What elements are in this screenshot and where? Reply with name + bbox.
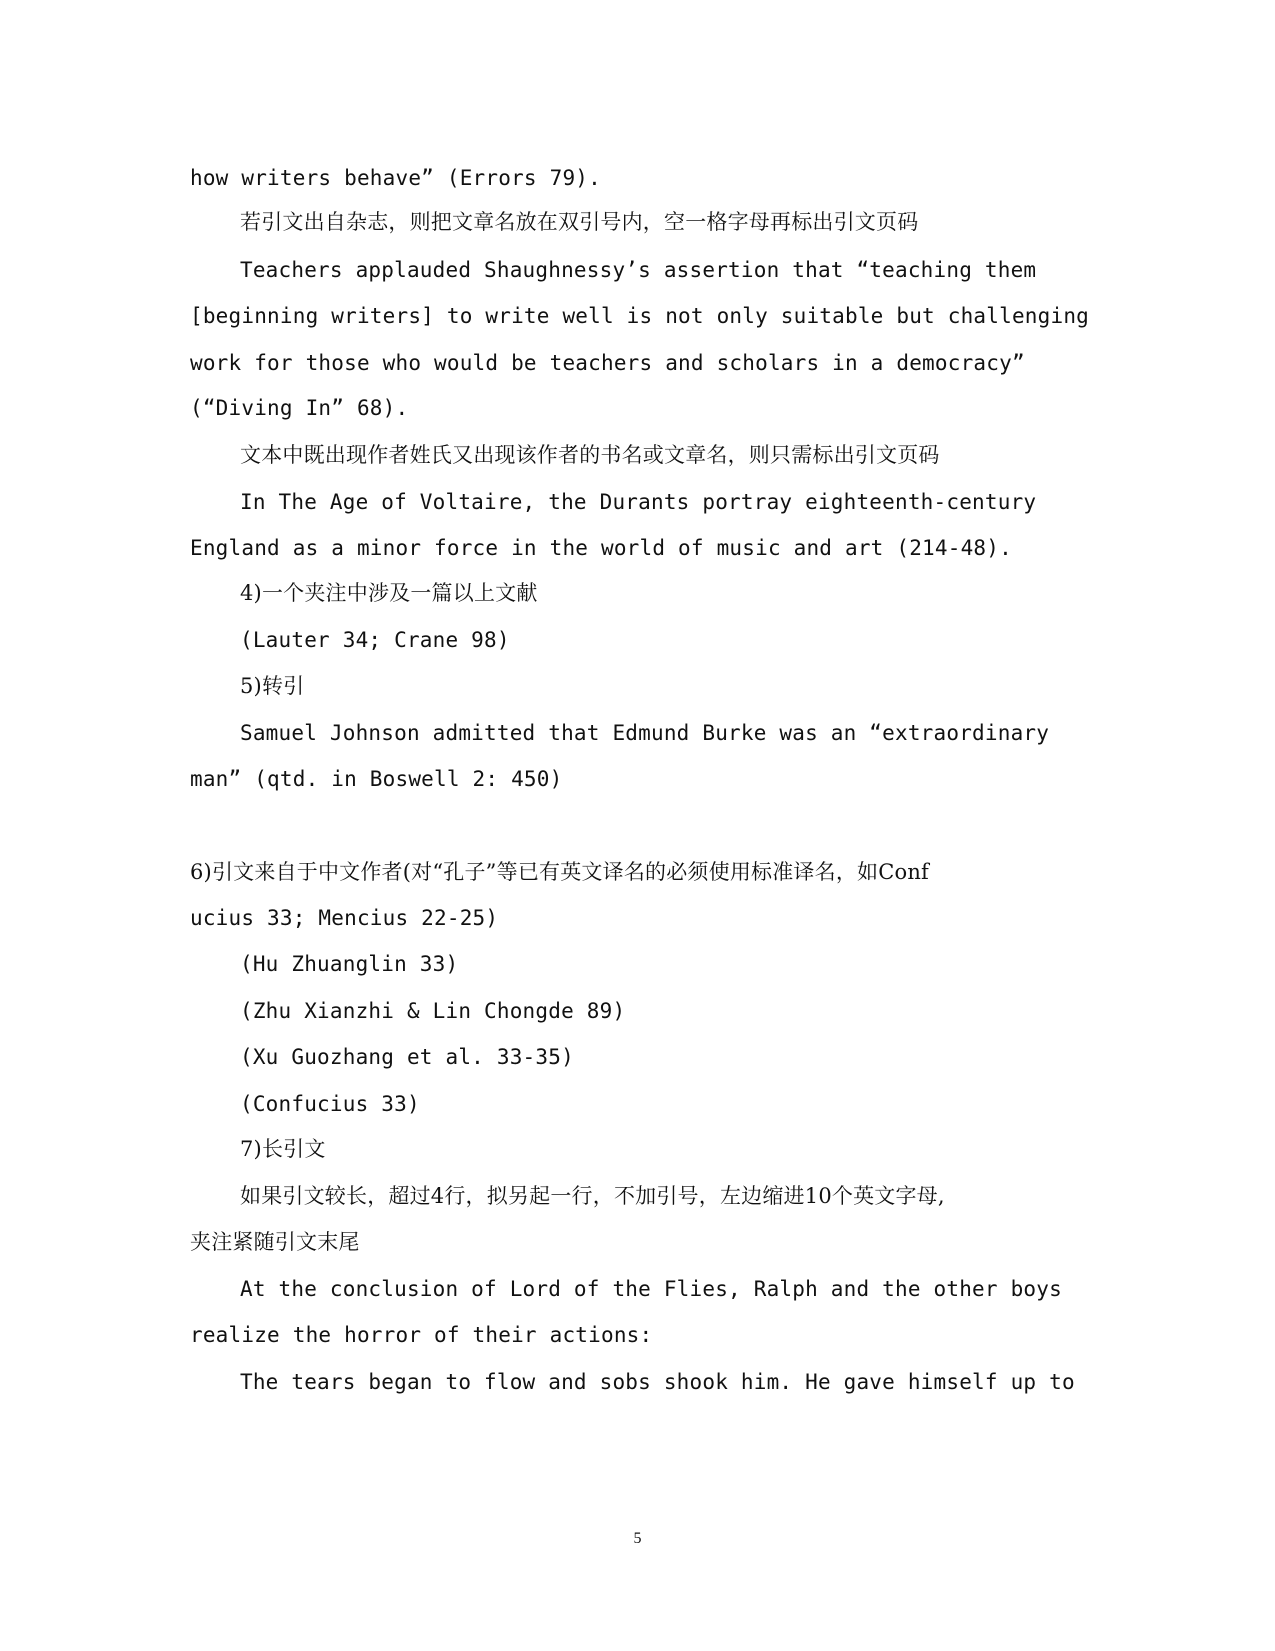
text-line: Teachers applauded Shaughnessy’s assertion that “teaching them [240,258,1037,282]
text-line: Samuel Johnson admitted that Edmund Burke was an “extraordinary [240,721,1050,745]
text-line: 夹注紧随引文末尾 [190,1230,360,1254]
text-line: (Lauter 34; Crane 98) [240,628,510,652]
text-line: man” (qtd. in Boswell 2: 450) [190,767,563,791]
text-line: (Xu Guozhang et al. 33-35) [240,1045,574,1069]
text-line: 7)长引文 [240,1137,326,1161]
text-line: 5)转引 [240,674,305,698]
text-line: realize the horror of their actions: [190,1323,653,1347]
text-line: (Confucius 33) [240,1092,420,1116]
text-line: (“Diving In” 68). [190,396,409,420]
text-line: England as a minor force in the world of music and art (214-48). [190,536,1012,560]
text-line: (Zhu Xianzhi & Lin Chongde 89) [240,999,626,1023]
text-line: 文本中既出现作者姓氏又出现该作者的书名或文章名，则只需标出引文页码 [240,443,940,467]
page-number: 5 [633,1530,642,1547]
text-line: [beginning writers] to write well is not only suitable but challenging [190,304,1090,328]
text-line: At the conclusion of Lord of the Flies, Ralph and the other boys [240,1277,1062,1301]
text-line: 如果引文较长，超过4行，拟另起一行，不加引号，左边缩进10个英文字母, [240,1184,945,1208]
text-line: 若引文出自杂志，则把文章名放在双引号内，空一格字母再标出引文页码 [240,210,919,234]
text-line: how writers behave” (Errors 79). [190,166,601,190]
text-line: The tears began to flow and sobs shook him. He gave himself up to [240,1370,1075,1394]
text-line: ucius 33; Mencius 22-25) [190,906,499,930]
text-line: (Hu Zhuanglin 33) [240,952,459,976]
text-line: 6)引文来自于中文作者(对“孔子”等已有英文译名的必须使用标准译名，如Conf [190,860,930,884]
text-line: work for those who would be teachers and scholars in a democracy” [190,351,1025,375]
text-line: 4)一个夹注中涉及一篇以上文献 [240,581,538,605]
text-line: In The Age of Voltaire, the Durants portray eighteenth-century [240,490,1037,514]
